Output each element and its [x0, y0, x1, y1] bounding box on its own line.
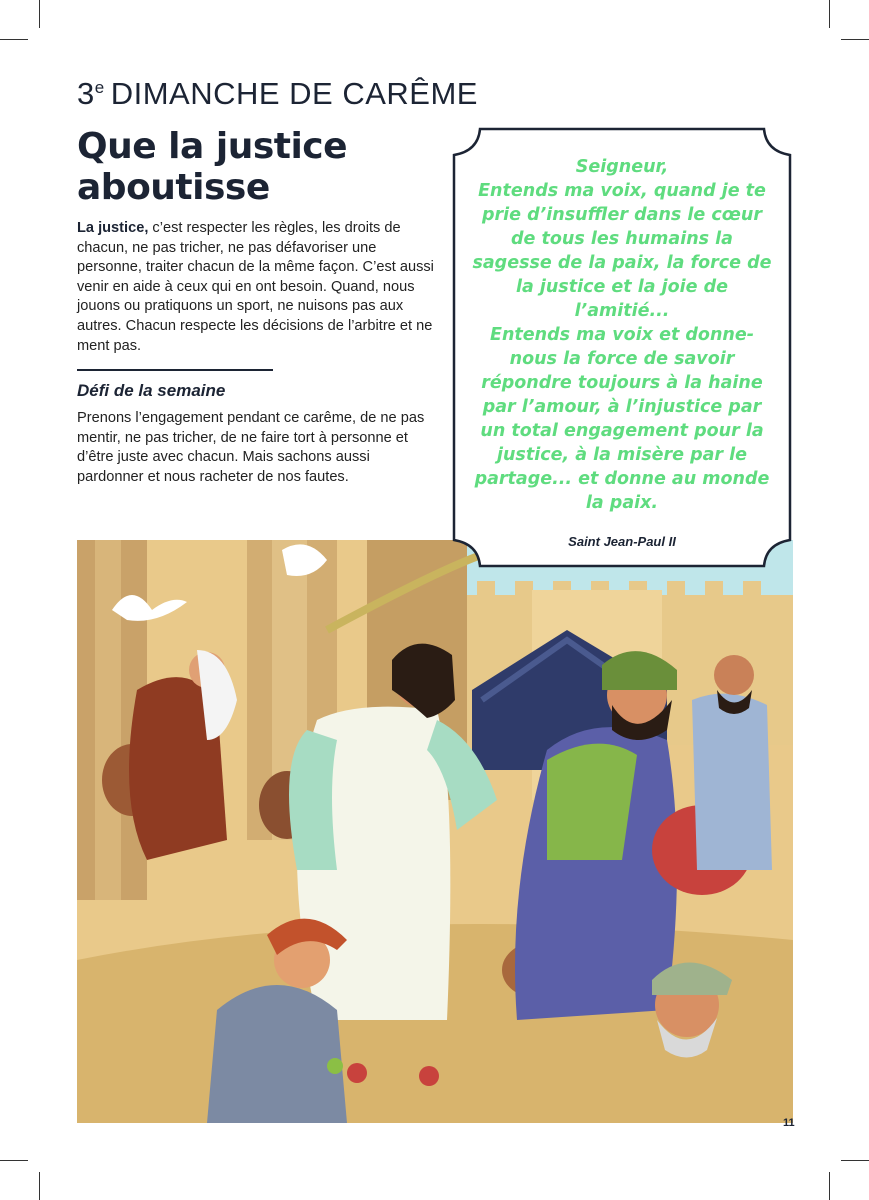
crop-mark — [841, 39, 869, 40]
intro-text: c’est respecter les règles, les droits de chacun, ne pas tricher, ne pas défavoriser une personne, traiter chacun de la même façon. C’est aussi venir en aide à ceux qui en ont besoin. Quand, nous jouons ou pratiquons un sport, ne nuisons pas aux autres. Chacun respecte les décisions de l’arbitre et ne ment pas. — [77, 220, 434, 354]
prayer-box — [452, 127, 792, 568]
crop-mark — [0, 39, 28, 40]
crop-mark — [829, 1172, 830, 1200]
page-number: 11 — [783, 1117, 795, 1129]
prayer-text — [472, 155, 772, 515]
section-kicker — [77, 76, 478, 112]
kicker-number: 3 — [77, 76, 95, 111]
page-title: Que la justice aboutisse — [77, 126, 348, 208]
crop-mark — [39, 1172, 40, 1200]
crop-mark — [829, 0, 830, 28]
illustration-temple-scene — [77, 540, 793, 1123]
defi-heading: Défi de la semaine — [77, 381, 226, 400]
defi-paragraph: Prenons l’engagement pendant ce carême, de ne pas mentir, ne pas tricher, de ne faire tort à personne et d’être juste avec chacun. Mais sachons aussi pardonner et nous racheter de nos fautes. — [77, 410, 425, 485]
kicker-text: DIMANCHE DE CARÊME — [110, 76, 478, 111]
prayer-salutation: Seigneur, — [575, 157, 669, 177]
crop-mark — [0, 1160, 28, 1161]
section-divider — [77, 369, 273, 371]
intro-paragraph — [77, 219, 437, 356]
prayer-paragraph-1: Entends ma voix, quand je te prie d’insuffler dans le cœur de tous les humains la sagesse de la paix, la force de la justice et la joie de l’amitié... — [472, 181, 772, 321]
kicker-superscript: e — [94, 78, 105, 97]
prayer-paragraph-2: Entends ma voix et donne-nous la force de savoir répondre toujours à la haine par l’amour, à l’injustice par un total engagement pour la justice, à la misère par le partage... et donne au monde la paix. — [474, 325, 770, 513]
crop-mark — [39, 0, 40, 28]
prayer-author: Saint Jean-Paul II — [568, 534, 676, 549]
crop-mark — [841, 1160, 869, 1161]
intro-lead: La justice, — [77, 220, 149, 236]
